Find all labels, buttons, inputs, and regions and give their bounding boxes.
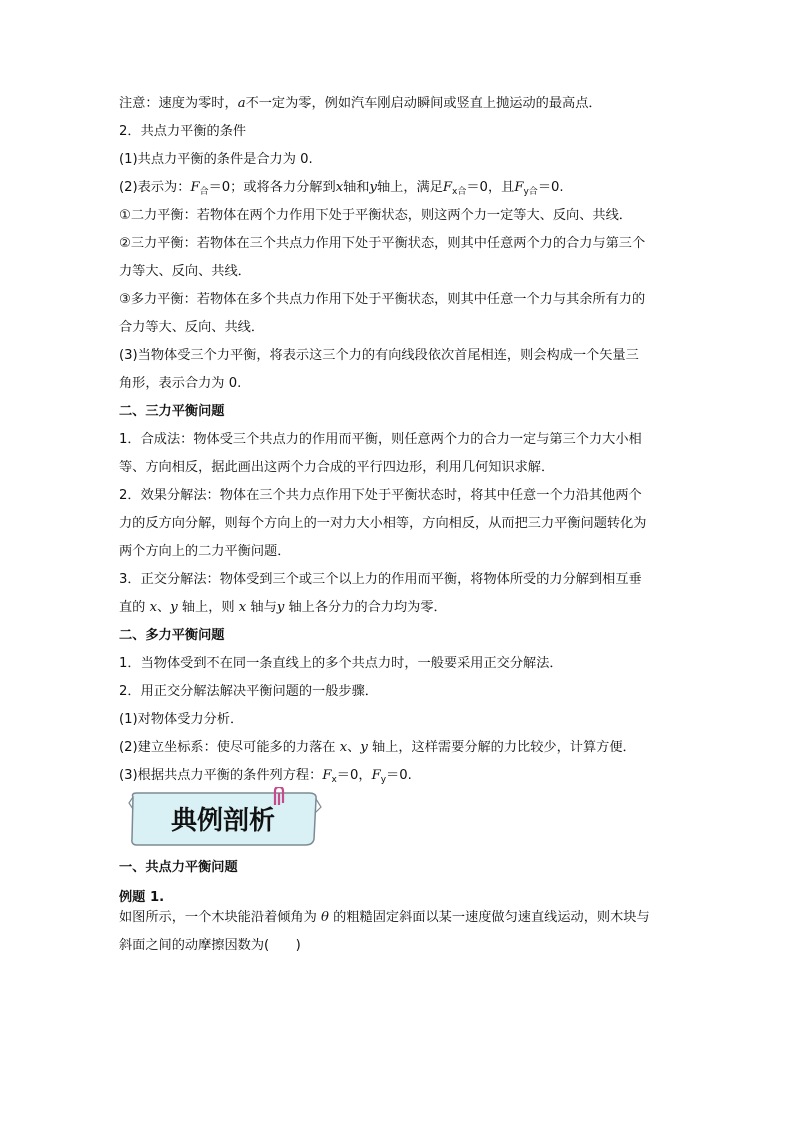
paragraph-line: ①二力平衡：若物体在两个力作用下处于平衡状态，则这两个力一定等大、反向、共线． <box>119 208 632 223</box>
text: 不一定为零，例如汽车刚启动瞬间或竖直上抛运动的最高点． <box>245 96 602 111</box>
subscript: x合 <box>452 187 467 197</box>
paragraph-line <box>119 599 447 617</box>
subscript: y <box>380 775 387 785</box>
paragraph-line: (3)当物体受三个力平衡，将表示这三个力的有向线段依次首尾相连，则会构成一个矢量三 <box>119 348 639 363</box>
text: 轴上各分力的合力均为零． <box>284 600 447 615</box>
var-y: y <box>369 180 377 195</box>
equation-line <box>119 767 412 789</box>
text: (2)建立坐标系：使尽可能多的力落在 <box>119 740 340 755</box>
paragraph-line: 1．当物体受到不在同一条直线上的多个共点力时，一般要采用正交分解法． <box>119 656 563 671</box>
text: 轴和 <box>343 180 370 195</box>
paragraph-line: 1．合成法：物体受三个共点力的作用而平衡，则任意两个力的合力一定与第三个力大小相 <box>119 432 642 447</box>
var-x: x <box>149 600 158 615</box>
subscript: x <box>331 775 337 785</box>
question-line <box>119 909 650 927</box>
example-label: 例题 1. <box>119 890 165 905</box>
var-a: a <box>237 96 246 111</box>
paragraph-line: 2．用正交分解法解决平衡问题的一般步骤． <box>119 684 378 699</box>
text: ＝0，且 <box>466 180 515 195</box>
paragraph-line: 等、方向相反，据此画出这两个力合成的平行四边形，利用几何知识求解． <box>119 460 555 475</box>
var-y: y <box>276 600 285 615</box>
paragraph-line: 力的反方向分解，则每个方向上的一对力大小相等，方向相反，从而把三力平衡问题转化为 <box>119 516 647 531</box>
var-x: x <box>238 600 247 615</box>
text: 的粗糙固定斜面以某一速度做匀速直线运动，则木块与 <box>328 910 650 925</box>
var-F: F <box>190 180 200 195</box>
paragraph-line: 2．共点力平衡的条件 <box>119 124 247 139</box>
text: 如图所示，一个木块能沿着倾角为 <box>119 910 322 925</box>
var-y: y <box>170 600 178 615</box>
var-F: F <box>442 180 453 195</box>
subscript: y合 <box>523 187 538 197</box>
paragraph-line: ②三力平衡：若物体在三个共点力作用下处于平衡状态，则其中任意两个力的合力与第三个 <box>119 236 646 251</box>
equation-line <box>119 179 564 201</box>
text: ＝0， <box>336 768 372 783</box>
paragraph-line: (1)对物体受力分析． <box>119 712 244 727</box>
example-analysis-banner <box>127 787 323 849</box>
text: 注意：速度为零时， <box>119 96 238 111</box>
paragraph-line: 力等大、反向、共线． <box>119 264 251 279</box>
banner-graphic <box>127 787 323 849</box>
subsection-heading: 一、共点力平衡问题 <box>119 860 238 875</box>
section-heading: 二、多力平衡问题 <box>119 628 225 643</box>
text: 轴上，满足 <box>376 180 443 195</box>
section-heading: 二、三力平衡问题 <box>119 404 225 419</box>
paragraph-line: 3．正交分解法：物体受到三个或三个以上力的作用而平衡，将物体所受的力分解到相互垂 <box>119 572 642 587</box>
note-line <box>119 95 602 113</box>
text: 、 <box>347 740 361 755</box>
text: 直的 <box>119 600 150 615</box>
text: 、 <box>157 600 171 615</box>
text: (3)根据共点力平衡的条件列方程： <box>119 768 323 783</box>
var-theta: θ <box>321 910 329 925</box>
subscript: 合 <box>199 187 209 197</box>
text: (2)表示为： <box>119 180 191 195</box>
var-x: x <box>335 180 344 195</box>
paragraph-line: (1)共点力平衡的条件是合力为 0. <box>119 152 313 167</box>
banner-title: 典例剖析 <box>170 806 276 836</box>
var-x: x <box>339 740 348 755</box>
paragraph-line: 合力等大、反向、共线． <box>119 320 265 335</box>
text: ＝0. <box>537 180 564 195</box>
text: 轴上，这样需要分解的力比较少，计算方便． <box>367 740 636 755</box>
paragraph-line: 角形，表示合力为 0. <box>119 376 242 391</box>
text: 轴与 <box>246 600 277 615</box>
text: 轴上，则 <box>177 600 239 615</box>
text: ＝0；或将各力分解到 <box>208 180 336 195</box>
paragraph-line <box>119 739 636 757</box>
paragraph-line: 2．效果分解法：物体在三个共力点作用下处于平衡状态时，将其中任意一个力沿其他两个 <box>119 488 642 503</box>
question-line: 斜面之间的动摩擦因数为( ) <box>119 938 301 953</box>
var-F: F <box>322 768 332 783</box>
paragraph-line: ③多力平衡：若物体在多个共点力作用下处于平衡状态，则其中任意一个力与其余所有力的 <box>119 292 646 307</box>
text: ＝0. <box>386 768 412 783</box>
var-y: y <box>360 740 368 755</box>
var-F: F <box>514 180 524 195</box>
var-F: F <box>371 768 381 783</box>
paragraph-line: 两个方向上的二力平衡问题． <box>119 544 291 559</box>
